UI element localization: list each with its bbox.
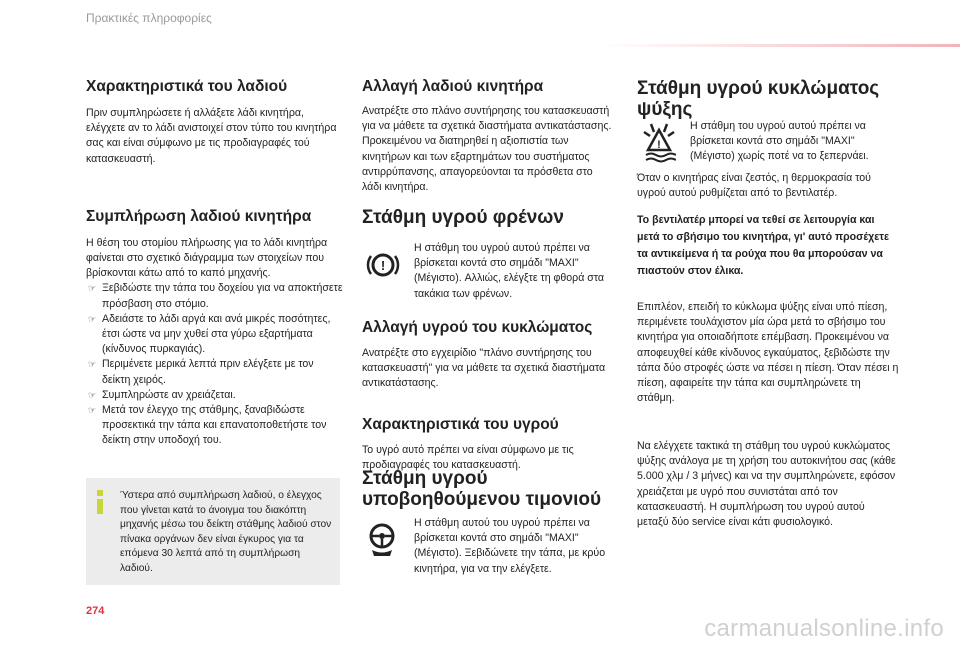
list-item: ☞ Συμπληρώστε αν χρειάζεται. bbox=[86, 388, 344, 403]
power-steering-section bbox=[362, 468, 602, 510]
coolant-section bbox=[637, 78, 899, 120]
column-2 bbox=[362, 78, 614, 195]
list-item: ☞ Μετά τον έλεγχο της στάθμης, ξαναβιδώστε προσεκτικά την τάπα και επανατοποθετήστε τον δείκτη στην υποδοχή του. bbox=[88, 404, 327, 447]
brake-fluid-section bbox=[362, 207, 614, 228]
info-icon bbox=[94, 490, 106, 514]
oil-topup-text: Η θέση του στομίου πλήρωσης για το λάδι κινητήρα φαίνεται στο σχετικό διάγραμμα των στοιχείων που βρίσκονται κάτω από το καπό μηχανής. bbox=[86, 236, 328, 280]
coolant-check-text: Να ελέγχετε τακτικά τη στάθμη του υγρού κυκλώματος ψύξης ανάλογα με τη χρήση του αυτοκινήτου σας (κάθε 5.000 χλμ / 3 μήνες) και να την συμπληρώνετε, εφόσον χρειάζεται με υγρό που συνιστάται από τον κατασκευαστή. Η συμπλήρωση του υγρού αυτού μεταξύ δύο service είναι κάτι φυσιολογικό. bbox=[637, 440, 896, 529]
circuit-change-section bbox=[362, 319, 614, 473]
coolant-title: Στάθμη υγρού κυκλώματος ψύξης bbox=[637, 78, 880, 120]
section-header: Πρακτικές πληροφορίες bbox=[86, 11, 212, 25]
power-steering-title: Στάθμη υγρού υποβοηθούμενου τιμονιού bbox=[362, 468, 602, 510]
oil-change-title: Αλλαγή λαδιού κινητήρα bbox=[362, 78, 544, 95]
page-number: 274 bbox=[86, 605, 105, 617]
oil-change-text: Ανατρέξτε στο πλάνο συντήρησης του κατασκευαστή για να μάθετε τα σχετικά διαστήματα αντικατάστασης. Προκειμένου να διατηρηθεί η αξιοπιστία των κινητήρων και των εξαρτημάτων του συστήματος αντιρρύπανσης, απαγορεύονται τα πρόσθετα στο λάδι κινητήρα. bbox=[362, 105, 612, 194]
list-item: ☞ Αδειάστε το λάδι αργά και ανά μικρές ποσότητες, έτσι ώστε να μην χυθεί στα γύρω εξαρτήματα (κίνδυνος πυρκαγιάς). bbox=[88, 312, 331, 356]
circuit-change-title: Αλλαγή υγρού του κυκλώματος bbox=[362, 319, 593, 336]
svg-text:!: ! bbox=[657, 139, 661, 151]
fan-warning-text: Το βεντιλατέρ μπορεί να τεθεί σε λειτουργία και μετά το σβήσιμο του κινητήρα, γι' αυτό προσέχετε τα αντικείμενα ή τα ρούχα που θα μπορούσαν να πιαστούν στον έλικα. bbox=[637, 214, 890, 277]
brake-fluid-icon bbox=[366, 248, 400, 282]
oil-topup-steps bbox=[86, 281, 344, 448]
info-text: Ύστερα από συμπλήρωση λαδιού, ο έλεγχος που γίνεται κατά το άνοιγμα του διακόπτη μηχανής μέσω του δείκτη στάθμης λαδιού στον πίνακα οργάνων δεν είναι έγκυρος για τα επόμενα 30 λεπτά από τη συμπλήρωση λαδιού. bbox=[120, 490, 332, 574]
svg-text:!: ! bbox=[380, 258, 386, 273]
power-steering-text: Η στάθμη αυτού του υγρού πρέπει να βρίσκεται κοντά στο σημάδι "MAXI" (Μέγιστο). Ξεβιδώνετε την τάπα, με κρύο κινητήρα, για να την ελέγξετε. bbox=[414, 517, 606, 575]
circuit-change-text: Ανατρέξτε στο εγχειρίδιο "πλάνο συντήρησης του κατασκευαστή" για να μάθετε τα σχετικά διαστήματα αντικατάστασης. bbox=[362, 347, 606, 390]
hand-pointer-icon: ☞ bbox=[88, 389, 97, 400]
oil-characteristics-text: Πριν συμπληρώσετε ή αλλάξετε λάδι κινητήρα, ελέγχετε αν το λάδι ανιστοιχεί στον τύπο του κινητήρα σας και είναι σύμφωνο με τις προδιαγραφές τού κατασκευαστή. bbox=[86, 107, 337, 165]
list-item: ☞ Ξεβιδώστε την τάπα του δοχείου για να αποκτήσετε πρόσβαση στο στόμιο. bbox=[88, 282, 343, 310]
pressure-text: Επιπλέον, επειδή το κύκλωμα ψύξης είναι υπό πίεση, περιμένετε τουλάχιστον μία ώρα μετά το σβήσιμο του κινητήρα για οποιαδήποτε επέμβαση. Προκειμένου να αποφευχθεί κάθε κίνδυνος εγκαύματος, ξεβιδώστε την τάπα δύο στροφές ώστε να πέσει η πίεση. Όταν πέσει η πίεση, αφαιρείτε την τάπα και συμπληρώνετε τη στάθμη. bbox=[637, 301, 899, 405]
coolant-fan-text: Όταν ο κινητήρας είναι ζεστός, η θερμοκρασία τού υγρού αυτού ρυθμίζεται από το βεντιλατέρ. bbox=[637, 172, 871, 200]
brake-fluid-text: Η στάθμη του υγρού αυτού πρέπει να βρίσκεται κοντά στο σημάδι "MAXI" (Μέγιστο). Αλλιώς, ελέγξτε τη φθορά στα τακάκια των φρένων. bbox=[414, 242, 604, 300]
coolant-warning-icon bbox=[642, 122, 676, 164]
column-1 bbox=[86, 78, 344, 449]
oil-characteristics-title: Χαρακτηριστικά του λαδιού bbox=[86, 78, 288, 95]
brake-fluid-title: Στάθμη υγρού φρένων bbox=[362, 207, 564, 228]
hand-pointer-icon: ☞ bbox=[88, 313, 97, 324]
fluid-characteristics-title: Χαρακτηριστικά του υγρού bbox=[362, 415, 559, 433]
fluid-characteristics-text: Το υγρό αυτό πρέπει να είναι σύμφωνο με τις προδιαγραφές του κατασκευαστή. bbox=[362, 443, 574, 471]
list-item: ☞ Περιμένετε μερικά λεπτά πριν ελέγξετε με τον δείκτη χειρός. bbox=[88, 358, 314, 386]
watermark: carmanualsonline.info bbox=[704, 615, 944, 642]
hand-pointer-icon: ☞ bbox=[88, 405, 97, 416]
steering-wheel-icon bbox=[366, 522, 398, 558]
oil-topup-title: Συμπλήρωση λαδιού κινητήρα bbox=[86, 207, 312, 225]
hand-pointer-icon: ☞ bbox=[88, 359, 97, 370]
info-box bbox=[86, 478, 340, 585]
header-rule bbox=[600, 44, 960, 47]
hand-pointer-icon: ☞ bbox=[88, 283, 97, 294]
coolant-text: Η στάθμη του υγρού αυτού πρέπει να βρίσκεται κοντά στο σημάδι "MAXI" (Μέγιστο) χωρίς ποτέ να το ξεπερνάει. bbox=[690, 120, 869, 163]
